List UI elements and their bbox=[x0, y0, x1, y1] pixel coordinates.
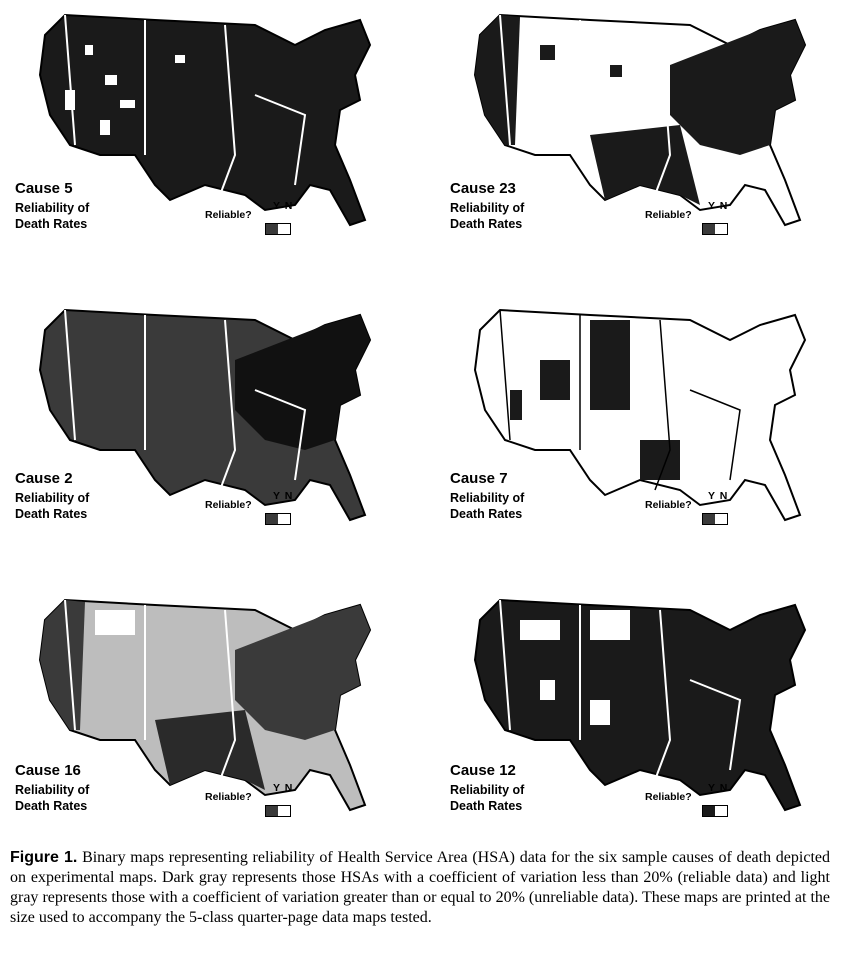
map-panel-cause-16 bbox=[5, 590, 405, 840]
map-panel-cause-23 bbox=[440, 5, 840, 255]
subtitle-line2: Death Rates bbox=[15, 507, 88, 521]
caption-text: Binary maps representing reliability of Health Service Area (HSA) data for the six sample causes of death depicted on experimental maps. Dark gray represents those HSAs with a coefficient of variation less than 20% (reliable data) and light gray represents those with a coefficient of variation greater than or equal to 20% (unreliable data). These maps are printed at the size used to accompany the 5-class quarter-page data maps tested. bbox=[10, 849, 830, 926]
map-panel-cause-2 bbox=[5, 300, 405, 550]
cause-title: Cause 23 bbox=[450, 180, 516, 197]
cause-title: Cause 7 bbox=[450, 470, 508, 487]
legend-n-swatch bbox=[278, 224, 290, 234]
legend-reliable-label: Reliable? bbox=[645, 791, 692, 803]
legend-key bbox=[702, 513, 728, 525]
map-panel-cause-7 bbox=[440, 300, 840, 550]
legend-key bbox=[265, 223, 291, 235]
subtitle-line2: Death Rates bbox=[450, 799, 523, 813]
subtitle-line1: Reliability of bbox=[450, 491, 525, 505]
legend-key bbox=[702, 805, 728, 817]
legend-y-swatch bbox=[703, 224, 715, 234]
legend-n-swatch bbox=[715, 514, 727, 524]
map-panel-cause-5 bbox=[5, 5, 405, 255]
figure-caption bbox=[10, 848, 830, 928]
legend-yn: Y N bbox=[708, 200, 729, 212]
subtitle-line1: Reliability of bbox=[450, 201, 525, 215]
legend-y-swatch bbox=[266, 514, 278, 524]
legend-yn: Y N bbox=[708, 782, 729, 794]
legend-y-swatch bbox=[266, 806, 278, 816]
legend-n-swatch bbox=[278, 514, 290, 524]
legend-reliable-label: Reliable? bbox=[205, 791, 252, 803]
legend-key bbox=[265, 513, 291, 525]
cause-title: Cause 12 bbox=[450, 762, 516, 779]
legend-key bbox=[702, 223, 728, 235]
cause-title: Cause 2 bbox=[15, 470, 73, 487]
subtitle-line1: Reliability of bbox=[15, 783, 90, 797]
subtitle-line2: Death Rates bbox=[450, 507, 523, 521]
legend-key bbox=[265, 805, 291, 817]
legend-yn: Y N bbox=[273, 200, 294, 212]
legend-reliable-label: Reliable? bbox=[645, 209, 692, 221]
legend-y-swatch bbox=[703, 514, 715, 524]
legend-y-swatch bbox=[703, 806, 715, 816]
map-panel-cause-12 bbox=[440, 590, 840, 840]
figure-label: Figure 1. bbox=[10, 849, 78, 866]
subtitle-line2: Death Rates bbox=[450, 217, 523, 231]
legend-n-swatch bbox=[715, 806, 727, 816]
legend-reliable-label: Reliable? bbox=[645, 499, 692, 511]
subtitle-line1: Reliability of bbox=[15, 491, 90, 505]
legend-n-swatch bbox=[715, 224, 727, 234]
legend-reliable-label: Reliable? bbox=[205, 499, 252, 511]
subtitle-line2: Death Rates bbox=[15, 217, 88, 231]
legend-yn: Y N bbox=[273, 782, 294, 794]
subtitle-line2: Death Rates bbox=[15, 799, 88, 813]
legend-y-swatch bbox=[266, 224, 278, 234]
cause-title: Cause 5 bbox=[15, 180, 73, 197]
subtitle-line1: Reliability of bbox=[15, 201, 90, 215]
legend-n-swatch bbox=[278, 806, 290, 816]
legend-reliable-label: Reliable? bbox=[205, 209, 252, 221]
cause-title: Cause 16 bbox=[15, 762, 81, 779]
legend-yn: Y N bbox=[273, 490, 294, 502]
legend-yn: Y N bbox=[708, 490, 729, 502]
subtitle-line1: Reliability of bbox=[450, 783, 525, 797]
